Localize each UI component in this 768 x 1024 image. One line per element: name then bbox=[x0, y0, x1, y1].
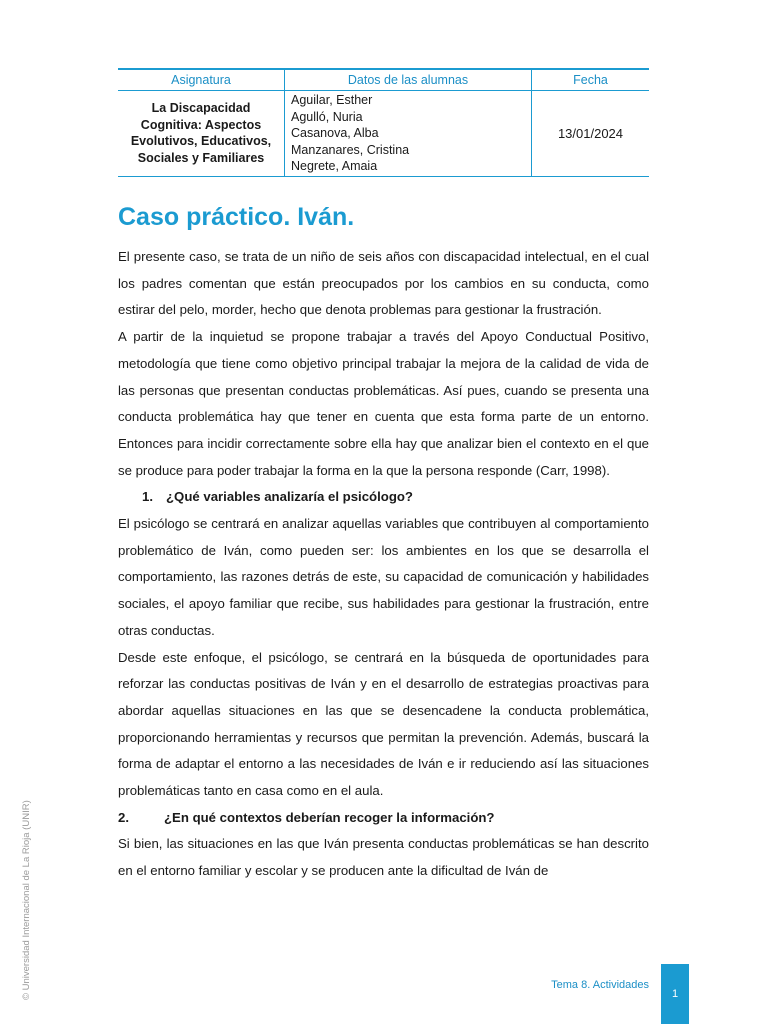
paragraph: Si bien, las situaciones en las que Iván presenta conductas problemáticas se han descrito en el entorno familiar y escolar y se producen ante la dificultad de Iván de bbox=[118, 836, 649, 879]
paragraph: El presente caso, se trata de un niño de seis años con discapacidad intelectual, en el cual los padres comentan que están preocupados por los cambios en su conducta, como estirar del pelo, morder, hecho que denota problemas para gestionar la frustración. bbox=[118, 249, 649, 318]
subject-line: La Discapacidad bbox=[151, 101, 251, 116]
question-heading-1 bbox=[118, 484, 649, 511]
question-heading-2 bbox=[118, 805, 649, 832]
subject-line: Sociales y Familiares bbox=[137, 150, 265, 165]
question-text: ¿Qué variables analizaría el psicólogo? bbox=[166, 489, 413, 505]
student-name: Casanova, Alba bbox=[291, 126, 379, 140]
question-number: 2. bbox=[118, 809, 129, 825]
paragraph: El psicólogo se centrará en analizar aquellas variables que contribuyen al comportamiento problemático de Iván, como pueden ser: los ambientes en los que se desarrolla el comportamiento, las razones detrás de este, su capacidad de comunicación y habilidades sociales, el apoyo familiar que recibe, sus habilidades para gestionar la frustración, entre otras conductas. bbox=[118, 516, 649, 638]
table-row bbox=[118, 91, 649, 177]
table-header-row bbox=[118, 69, 649, 91]
question-number: 1. bbox=[142, 489, 153, 505]
date-cell: 13/01/2024 bbox=[532, 91, 650, 177]
student-name: Negrete, Amaia bbox=[291, 159, 378, 173]
students-header: Datos de las alumnas bbox=[285, 69, 532, 91]
subject-cell bbox=[118, 91, 285, 177]
question-text: ¿En qué contextos deberían recoger la información? bbox=[164, 809, 495, 825]
subject-header: Asignatura bbox=[118, 69, 285, 91]
subject-line: Cognitiva: Aspectos bbox=[140, 117, 262, 132]
footer-label: Tema 8. Actividades bbox=[551, 979, 649, 991]
student-name: Aguilar, Esther bbox=[291, 93, 373, 107]
page-title: Caso práctico. Iván. bbox=[118, 203, 355, 231]
student-name: Agulló, Nuria bbox=[291, 109, 363, 124]
student-name: Manzanares, Cristina bbox=[291, 142, 410, 157]
subject-line: Evolutivos, Educativos, bbox=[130, 134, 272, 149]
date-header: Fecha bbox=[532, 69, 650, 91]
assignment-info-table bbox=[118, 68, 649, 177]
students-cell bbox=[285, 91, 532, 177]
paragraph: Desde este enfoque, el psicólogo, se centrará en la búsqueda de oportunidades para reforzar las conductas positivas de Iván y en el desarrollo de estrategias proactivas para abordar aquellas situaciones en las que se desencadene la conducta problemática, proporcionando herramientas y recursos que permitan la prevención. Además, buscará la forma de adaptar el entorno a las necesidades de Iván e ir reduciendo así las situaciones problemáticas tanto en casa como en el aula. bbox=[118, 649, 649, 799]
page-number: 1 bbox=[661, 964, 689, 1024]
paragraph: A partir de la inquietud se propone trabajar a través del Apoyo Conductual Positivo, metodología que tiene como objetivo principal trabajar la mejora de la calidad de vida de las personas que presentan conductas problemáticas. Así pues, cuando se presenta una conducta problemática hay que tener en cuenta que esta forma parte de un entorno. Entonces para incidir correctamente sobre ella hay que analizar bien el contexto en el que se produce para poder trabajar la forma en la que la persona responde (Carr, 1998). bbox=[118, 329, 649, 478]
document-body bbox=[118, 244, 649, 885]
copyright-side-text: © Universidad Internacional de La Rioja (UNIR) bbox=[21, 800, 32, 1000]
